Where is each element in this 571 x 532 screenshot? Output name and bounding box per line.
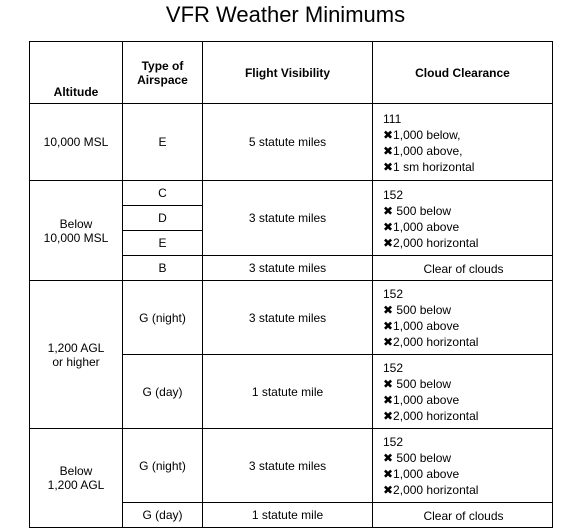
clearance-cell xyxy=(373,281,553,355)
altitude-line: 10,000 MSL xyxy=(43,230,109,245)
clearance-line: 152 xyxy=(383,187,404,202)
airspace-cell: G (day) xyxy=(123,355,203,429)
clearance-line: ✖1,000 above xyxy=(383,319,460,333)
altitude-line: 1,200 AGL xyxy=(47,478,105,492)
airspace-cell: B xyxy=(123,256,203,281)
airspace-cell: D xyxy=(123,206,203,231)
visibility-cell: 3 statute miles xyxy=(203,429,373,503)
clearance-cell xyxy=(373,355,553,429)
header-flight-visibility: Flight Visibility xyxy=(203,42,373,104)
clearance-line: ✖ 500 below xyxy=(383,451,452,465)
clearance-line: ✖1 sm horizontal xyxy=(383,159,475,174)
clearance-line: 152 xyxy=(383,361,404,375)
clearance-line: ✖1,000 below, xyxy=(383,127,461,142)
clearance-cell xyxy=(373,181,553,256)
clearance-line: ✖2,000 horizontal xyxy=(383,409,479,423)
visibility-cell: 1 statute mile xyxy=(203,355,373,429)
clearance-line: ✖1,000 above xyxy=(383,219,460,234)
visibility-cell: 3 statute miles xyxy=(203,181,373,256)
clearance-line: ✖ 500 below xyxy=(383,377,452,391)
clearance-line: 111 xyxy=(383,111,402,126)
airspace-cell: E xyxy=(123,231,203,256)
airspace-cell: C xyxy=(123,181,203,206)
clearance-cell xyxy=(373,429,553,503)
clearance-line: ✖2,000 horizontal xyxy=(383,483,479,497)
table-row xyxy=(30,104,553,181)
clearance-line: 152 xyxy=(383,435,404,449)
visibility-cell: 1 statute mile xyxy=(203,503,373,528)
header-cloud-clearance: Cloud Clearance xyxy=(373,42,553,104)
header-row xyxy=(30,42,553,104)
clearance-line: ✖ 500 below xyxy=(383,203,452,218)
vfr-minimums-table xyxy=(29,41,553,528)
altitude-line: Below xyxy=(59,464,93,478)
clearance-cell: Clear of clouds xyxy=(373,256,553,281)
table-row xyxy=(30,181,553,206)
airspace-cell: G (day) xyxy=(123,503,203,528)
clearance-line: ✖1,000 above xyxy=(383,393,460,407)
table-row xyxy=(30,429,553,503)
visibility-cell: 5 statute miles xyxy=(203,104,373,181)
altitude-cell xyxy=(30,104,123,181)
altitude-line: 1,200 AGL xyxy=(47,340,105,355)
header-type-line-1: Type of xyxy=(141,58,184,73)
airspace-cell: E xyxy=(123,104,203,181)
altitude-line: Below xyxy=(59,216,93,231)
clearance-cell: Clear of clouds xyxy=(373,503,553,528)
clearance-line: ✖1,000 above, xyxy=(383,143,463,158)
visibility-cell: 3 statute miles xyxy=(203,281,373,355)
altitude-cell xyxy=(30,429,123,528)
clearance-line: 152 xyxy=(383,287,404,301)
altitude-cell xyxy=(30,181,123,281)
altitude-line: or higher xyxy=(52,354,100,369)
clearance-line: ✖1,000 above xyxy=(383,467,460,481)
table-row xyxy=(30,281,553,355)
altitude-cell xyxy=(30,281,123,429)
header-type-line-2: Airspace xyxy=(137,72,188,87)
clearance-line: ✖ 500 below xyxy=(383,303,452,317)
altitude-line: 10,000 MSL xyxy=(43,135,109,149)
airspace-cell: G (night) xyxy=(123,281,203,355)
clearance-cell xyxy=(373,104,553,181)
header-altitude: Altitude xyxy=(30,42,123,104)
clearance-line: ✖2,000 horizontal xyxy=(383,235,479,250)
clearance-line: ✖2,000 horizontal xyxy=(383,335,479,349)
visibility-cell: 3 statute miles xyxy=(203,256,373,281)
page-title: VFR Weather Minimums xyxy=(165,2,406,27)
header-type-of-airspace xyxy=(123,42,203,104)
airspace-cell: G (night) xyxy=(123,429,203,503)
